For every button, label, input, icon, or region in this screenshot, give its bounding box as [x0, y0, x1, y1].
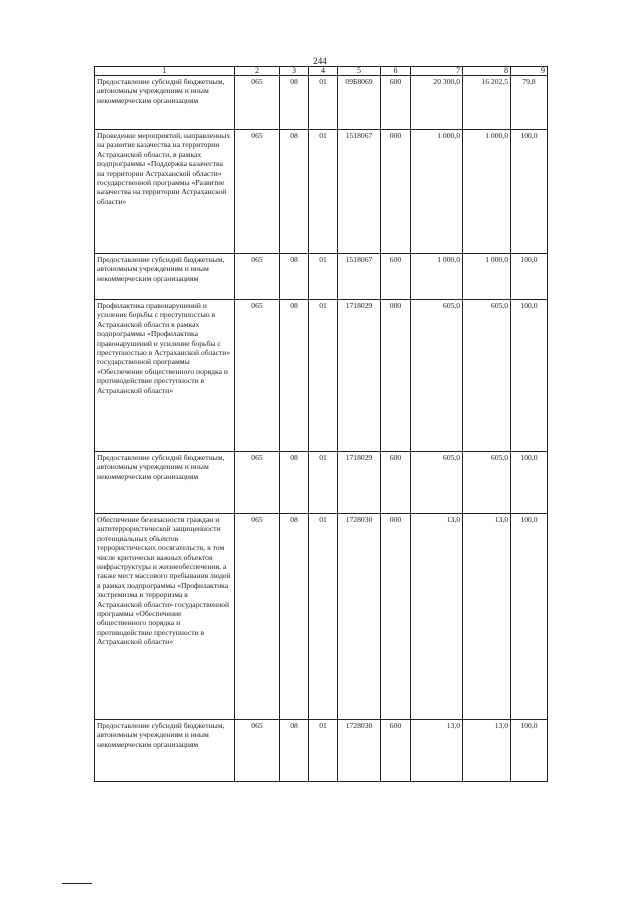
- cell-col5: 1518067: [338, 130, 381, 254]
- column-header-1: 1: [95, 67, 235, 76]
- table-row: [95, 452, 548, 514]
- cell-col2: 065: [235, 300, 280, 452]
- column-header-7: 7: [411, 67, 463, 76]
- cell-col3: 08: [280, 130, 309, 254]
- cell-col7: 13,0: [411, 720, 463, 782]
- row-description: Обеспечение безопасности граждан и антитеррористической защищенности потенциальных объектов террористических посягательств, в том числе критически важных объектов инфраструктуры и жизнеобеспечения, а также мест массового пребывания людей в рамках подпрограммы «Профилактика экстремизма и терроризма в Астраханской области» государственной программы «Обеспечение общественного порядка и противодействие преступности в Астраханской области»: [95, 514, 235, 720]
- cell-col9: 100,0: [511, 254, 548, 300]
- cell-col5: 1728030: [338, 720, 381, 782]
- cell-col3: 08: [280, 452, 309, 514]
- cell-col4: 01: [309, 254, 338, 300]
- cell-col2: 065: [235, 720, 280, 782]
- cell-col3: 08: [280, 514, 309, 720]
- cell-col4: 01: [309, 514, 338, 720]
- table-row: [95, 254, 548, 300]
- column-header-3: 3: [280, 67, 309, 76]
- row-description: Предоставление субсидий бюджетным, автономным учреждениям и иным некоммерческим организациям: [95, 76, 235, 130]
- footer-rule: [62, 883, 92, 884]
- cell-col3: 08: [280, 76, 309, 130]
- cell-col7: 1 000,0: [411, 254, 463, 300]
- table-row: [95, 514, 548, 720]
- budget-table: [94, 66, 548, 782]
- cell-col6: 600: [381, 76, 411, 130]
- cell-col6: 000: [381, 130, 411, 254]
- table-row: [95, 720, 548, 782]
- table-row: [95, 130, 548, 254]
- cell-col2: 065: [235, 452, 280, 514]
- cell-col9: 100,0: [511, 720, 548, 782]
- column-header-8: 8: [463, 67, 511, 76]
- cell-col7: 605,0: [411, 300, 463, 452]
- cell-col6: 600: [381, 452, 411, 514]
- column-header-2: 2: [235, 67, 280, 76]
- cell-col8: 1 000,0: [463, 130, 511, 254]
- cell-col2: 065: [235, 254, 280, 300]
- row-description: Предоставление субсидий бюджетным, автономным учреждениям и иным некоммерческим организациям: [95, 452, 235, 514]
- cell-col9: 100,0: [511, 130, 548, 254]
- cell-col3: 08: [280, 300, 309, 452]
- cell-col7: 13,0: [411, 514, 463, 720]
- cell-col9: 100,0: [511, 514, 548, 720]
- cell-col6: 600: [381, 720, 411, 782]
- cell-col6: 000: [381, 300, 411, 452]
- row-description: Профилактика правонарушений и усиление борьбы с преступностью в Астраханской области в рамках подпрограммы «Профилактика правонарушений и усиление борьбы с преступностью в Астраханской области» государственной программы «Обеспечение общественного порядка и противодействие преступности в Астраханской области»: [95, 300, 235, 452]
- column-header-6: 6: [381, 67, 411, 76]
- cell-col7: 1 000,0: [411, 130, 463, 254]
- cell-col8: 16 202,5: [463, 76, 511, 130]
- row-description: Предоставление субсидий бюджетным, автономным учреждениям и иным некоммерческим организациям: [95, 720, 235, 782]
- cell-col2: 065: [235, 76, 280, 130]
- cell-col2: 065: [235, 130, 280, 254]
- cell-col7: 20 300,0: [411, 76, 463, 130]
- cell-col5: 1718029: [338, 452, 381, 514]
- cell-col4: 01: [309, 720, 338, 782]
- cell-col3: 08: [280, 720, 309, 782]
- cell-col8: 13,0: [463, 720, 511, 782]
- cell-col4: 01: [309, 452, 338, 514]
- row-description: Проведение мероприятий, направленных на развитие казачества на территории Астраханской области, в рамках подпрограммы «Поддержка казачества на территории Астраханской области» государственной программы «Развитие казачества на территории Астраханской области»: [95, 130, 235, 254]
- cell-col8: 1 000,0: [463, 254, 511, 300]
- cell-col6: 000: [381, 514, 411, 720]
- cell-col4: 01: [309, 130, 338, 254]
- cell-col4: 01: [309, 300, 338, 452]
- cell-col8: 13,0: [463, 514, 511, 720]
- cell-col9: 100,0: [511, 300, 548, 452]
- row-description: Предоставление субсидий бюджетным, автономным учреждениям и иным некоммерческим организациям: [95, 254, 235, 300]
- cell-col8: 605,0: [463, 452, 511, 514]
- cell-col7: 605,0: [411, 452, 463, 514]
- column-header-9: 9: [511, 67, 548, 76]
- page-number: 244: [313, 56, 327, 66]
- cell-col6: 600: [381, 254, 411, 300]
- cell-col5: 1728030: [338, 514, 381, 720]
- cell-col8: 605,0: [463, 300, 511, 452]
- cell-col9: 79,8: [511, 76, 548, 130]
- table-row: [95, 76, 548, 130]
- cell-col5: 1518067: [338, 254, 381, 300]
- table-row: [95, 300, 548, 452]
- cell-col3: 08: [280, 254, 309, 300]
- cell-col2: 065: [235, 514, 280, 720]
- header-row: [95, 67, 548, 76]
- cell-col5: 1718029: [338, 300, 381, 452]
- cell-col5: 09Б8069: [338, 76, 381, 130]
- column-header-5: 5: [338, 67, 381, 76]
- cell-col4: 01: [309, 76, 338, 130]
- cell-col9: 100,0: [511, 452, 548, 514]
- column-header-4: 4: [309, 67, 338, 76]
